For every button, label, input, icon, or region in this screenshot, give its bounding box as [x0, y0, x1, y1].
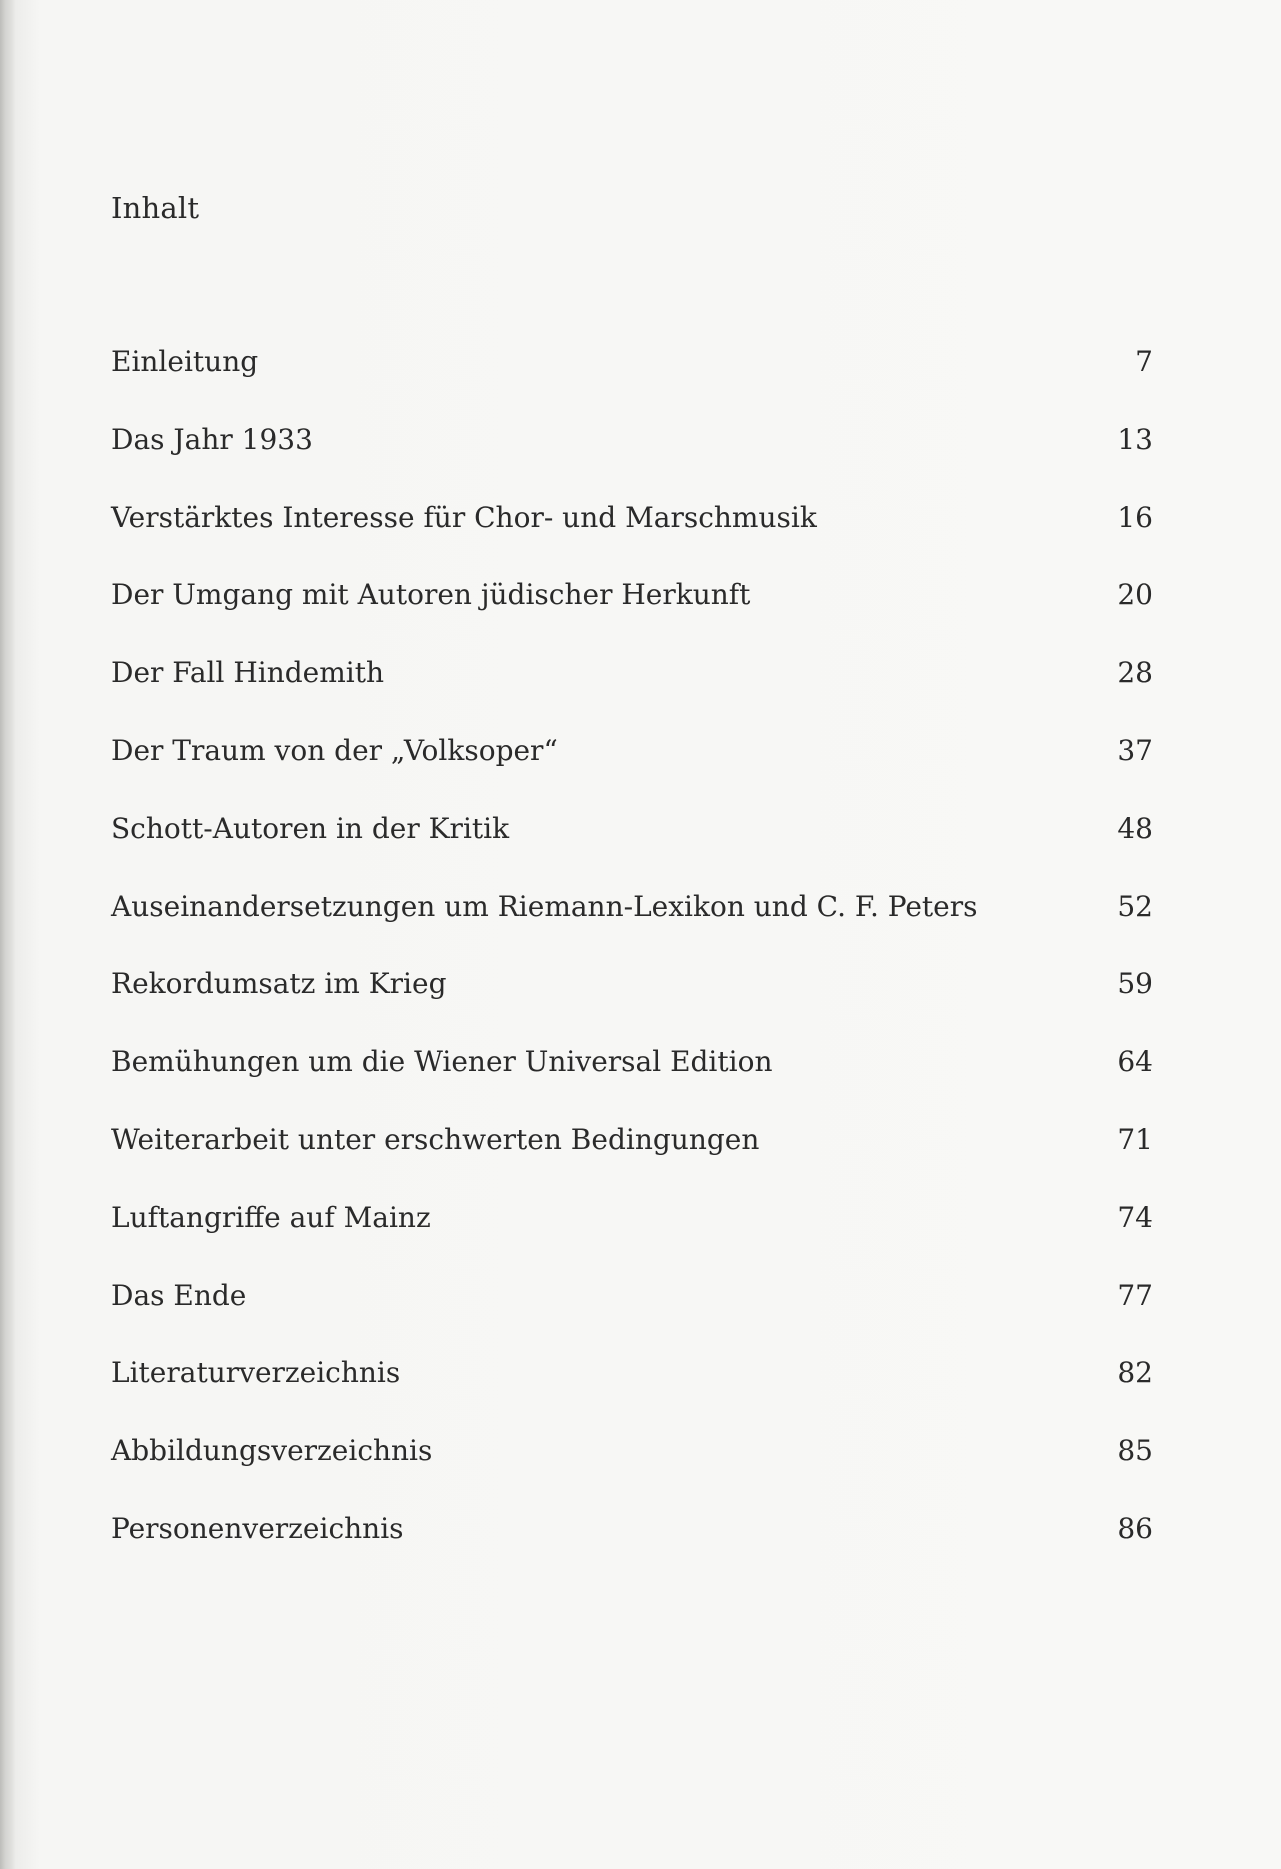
- toc-entry-title: Personenverzeichnis: [111, 1511, 404, 1545]
- toc-entry-title: Das Ende: [111, 1278, 247, 1312]
- toc-entry-page: 20: [1117, 578, 1153, 612]
- toc-entry-title: Der Umgang mit Autoren jüdischer Herkunft: [111, 578, 751, 612]
- toc-entry: [111, 498, 1153, 576]
- toc-list: [111, 342, 1153, 1587]
- toc-heading: Inhalt: [111, 191, 200, 225]
- toc-entry: [111, 1353, 1153, 1431]
- toc-entry-title: Luftangriffe auf Mainz: [111, 1200, 431, 1234]
- toc-entry-title: Literaturverzeichnis: [111, 1356, 401, 1390]
- toc-entry: [111, 964, 1153, 1042]
- toc-entry: [111, 342, 1153, 420]
- toc-entry-page: 86: [1117, 1511, 1153, 1545]
- toc-entry-title: Weiterarbeit unter erschwerten Bedingungen: [111, 1122, 760, 1156]
- toc-entry-title: Das Jahr 1933: [111, 422, 313, 456]
- toc-entry-page: 59: [1117, 967, 1153, 1001]
- toc-entry: [111, 1042, 1153, 1120]
- toc-entry-title: Einleitung: [111, 345, 259, 378]
- toc-entry-page: 85: [1117, 1434, 1153, 1468]
- toc-entry-page: 7: [1135, 345, 1153, 378]
- toc-entry-title: Der Traum von der „Volksoper“: [111, 733, 558, 767]
- binding-shadow: [0, 0, 16, 1869]
- toc-entry: [111, 1198, 1153, 1276]
- toc-entry-title: Bemühungen um die Wiener Universal Edition: [111, 1045, 773, 1079]
- toc-entry-title: Rekordumsatz im Krieg: [111, 967, 447, 1001]
- toc-entry: [111, 809, 1153, 887]
- toc-entry-page: 16: [1117, 500, 1153, 534]
- toc-entry-page: 64: [1117, 1045, 1153, 1079]
- toc-entry-page: 48: [1117, 811, 1153, 845]
- toc-entry: [111, 1276, 1153, 1354]
- toc-entry: [111, 653, 1153, 731]
- toc-entry: [111, 1431, 1153, 1509]
- toc-entry-page: 71: [1117, 1122, 1153, 1156]
- toc-entry: [111, 1509, 1153, 1587]
- toc-entry: [111, 1120, 1153, 1198]
- toc-entry: [111, 420, 1153, 498]
- toc-entry-page: 77: [1117, 1278, 1153, 1312]
- toc-entry-page: 13: [1117, 422, 1153, 456]
- toc-entry-page: 82: [1117, 1356, 1153, 1390]
- toc-entry-page: 52: [1117, 889, 1153, 923]
- toc-entry-title: Der Fall Hindemith: [111, 656, 385, 690]
- toc-entry-title: Auseinandersetzungen um Riemann-Lexikon und C. F. Peters: [111, 889, 978, 923]
- toc-entry-title: Verstärktes Interesse für Chor- und Marschmusik: [111, 500, 817, 534]
- toc-entry: [111, 575, 1153, 653]
- toc-entry-page: 28: [1117, 656, 1153, 690]
- toc-entry-title: Abbildungsverzeichnis: [111, 1434, 433, 1468]
- toc-entry-title: Schott-Autoren in der Kritik: [111, 811, 510, 845]
- toc-entry-page: 74: [1117, 1200, 1153, 1234]
- toc-entry: [111, 887, 1153, 965]
- toc-entry: [111, 731, 1153, 809]
- toc-entry-page: 37: [1117, 733, 1153, 767]
